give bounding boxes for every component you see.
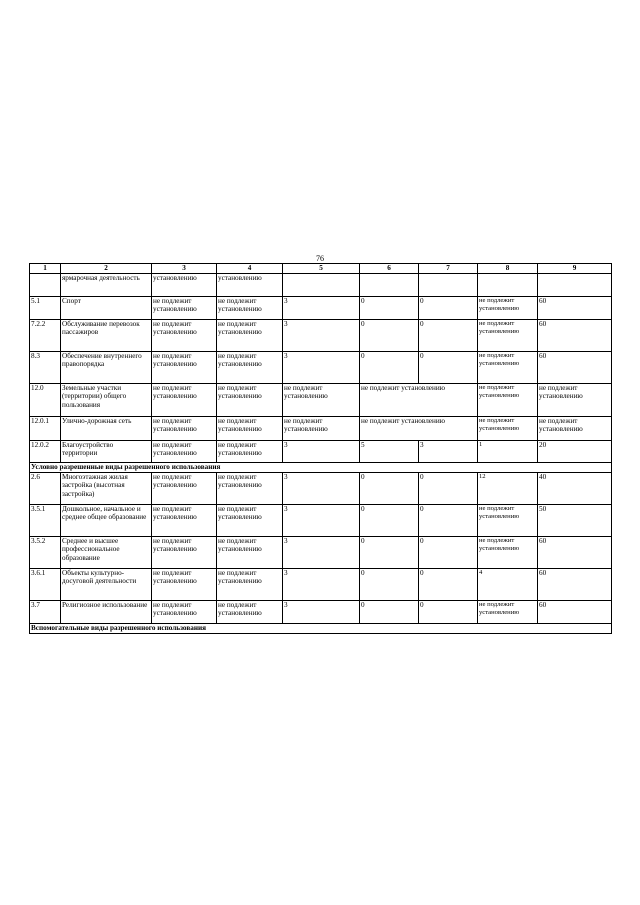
table-cell: 5 [360, 441, 419, 463]
table-cell: установлению [152, 274, 217, 297]
table-cell: 4 [478, 569, 538, 601]
table-cell [538, 274, 612, 297]
table-cell: 3 [283, 297, 360, 320]
table-cell: не подлежит установлению [217, 473, 283, 505]
header-cell: 3 [152, 264, 217, 274]
header-cell: 7 [419, 264, 478, 274]
table-cell: 12 [478, 473, 538, 505]
table-cell: Обеспечение внутреннего правопорядка [61, 352, 152, 384]
table-cell: не подлежит установлению [152, 537, 217, 569]
table-cell: 0 [360, 352, 419, 384]
table-body [30, 264, 612, 634]
table-cell: 3 [283, 320, 360, 352]
table-cell: не подлежит установлению [478, 417, 538, 441]
table-cell: не подлежит установлению [478, 384, 538, 417]
header-cell: 9 [538, 264, 612, 274]
table-cell: не подлежит установлению [152, 297, 217, 320]
table-cell: не подлежит установлению [478, 320, 538, 352]
table-cell: не подлежит установлению [152, 417, 217, 441]
table-cell: не подлежит установлению [217, 417, 283, 441]
table-cell: Обслуживание перевозок пассажиров [61, 320, 152, 352]
table-cell: не подлежит установлению [217, 569, 283, 601]
table-cell: 0 [419, 320, 478, 352]
table-cell: не подлежит установлению [217, 352, 283, 384]
table-cell: 40 [538, 473, 612, 505]
table-cell: 0 [419, 505, 478, 537]
table-cell: Улично-дорожная сеть [61, 417, 152, 441]
table-cell: не подлежит установлению [217, 601, 283, 624]
header-cell: 4 [217, 264, 283, 274]
table-cell: 3.5.2 [30, 537, 61, 569]
table-cell: 3 [283, 473, 360, 505]
table-cell: 50 [538, 505, 612, 537]
header-cell: 1 [30, 264, 61, 274]
header-cell: 8 [478, 264, 538, 274]
header-cell: 6 [360, 264, 419, 274]
table-cell: не подлежит установлению [152, 505, 217, 537]
table-cell: не подлежит установлению [283, 384, 360, 417]
table-cell: 12.0 [30, 384, 61, 417]
table-row [30, 417, 612, 441]
table-cell [30, 274, 61, 297]
table-cell: не подлежит установлению [538, 417, 612, 441]
table-cell: 0 [360, 297, 419, 320]
table-row [30, 384, 612, 417]
table-cell: Среднее и высшее профессиональное образование [61, 537, 152, 569]
table-cell: не подлежит установлению [152, 601, 217, 624]
table-cell: 0 [419, 473, 478, 505]
table-cell: 3 [283, 537, 360, 569]
table-cell: 3 [283, 505, 360, 537]
table-cell: не подлежит установлению [217, 537, 283, 569]
table-cell: Дошкольное, начальное и среднее общее образование [61, 505, 152, 537]
page-number: 76 [316, 254, 324, 263]
table-cell: не подлежит установлению [217, 505, 283, 537]
table-cell: 12.0.1 [30, 417, 61, 441]
table-cell: не подлежит установлению [152, 473, 217, 505]
table-cell: не подлежит установлению [478, 537, 538, 569]
table-cell: 60 [538, 537, 612, 569]
table-cell: 1 [478, 441, 538, 463]
table-cell: 3.5.1 [30, 505, 61, 537]
header-row [30, 264, 612, 274]
table-cell: 0 [360, 569, 419, 601]
table-cell: 20 [538, 441, 612, 463]
table-row [30, 320, 612, 352]
table-cell: 0 [419, 537, 478, 569]
table-cell: 60 [538, 601, 612, 624]
table-cell: установлению [217, 274, 283, 297]
table-cell: 0 [360, 320, 419, 352]
table-cell: не подлежит установлению [152, 441, 217, 463]
table-cell: 8.3 [30, 352, 61, 384]
table-cell: не подлежит установлению [478, 505, 538, 537]
table-cell: 0 [419, 352, 478, 384]
table-cell: 3 [283, 601, 360, 624]
table-row [30, 274, 612, 297]
table-cell: не подлежит установлению [152, 384, 217, 417]
table-row [30, 505, 612, 537]
section-row [30, 463, 612, 473]
table-cell: не подлежит установлению [152, 320, 217, 352]
table-cell: 3.7 [30, 601, 61, 624]
table-cell: Вспомогательные виды разрешенного использования [30, 624, 612, 634]
table-cell: не подлежит установлению [152, 352, 217, 384]
table-cell: 5.1 [30, 297, 61, 320]
table-cell: 3 [283, 352, 360, 384]
table-cell: не подлежит установлению [217, 441, 283, 463]
table-row [30, 352, 612, 384]
table-cell: 0 [419, 569, 478, 601]
table-cell: не подлежит установлению [478, 352, 538, 384]
table-cell: не подлежит установлению [217, 297, 283, 320]
table-cell: 7.2.2 [30, 320, 61, 352]
table-cell [360, 274, 419, 297]
table-cell: не подлежит установлению [152, 569, 217, 601]
table-cell: Объекты культурно-досуговой деятельности [61, 569, 152, 601]
table-cell: 60 [538, 320, 612, 352]
table-cell: не подлежит установлению [283, 417, 360, 441]
table-cell: 60 [538, 569, 612, 601]
table-cell [283, 274, 360, 297]
table-cell: 0 [419, 297, 478, 320]
table-cell: не подлежит установлению [478, 601, 538, 624]
table-row [30, 297, 612, 320]
table-cell: 12.0.2 [30, 441, 61, 463]
table-cell: 2.6 [30, 473, 61, 505]
table-cell: 0 [360, 537, 419, 569]
table-cell: не подлежит установлению [478, 297, 538, 320]
table-cell: Многоэтажная жилая застройка (высотная застройка) [61, 473, 152, 505]
table-row [30, 569, 612, 601]
table-row [30, 601, 612, 624]
table-cell: Земельные участки (территории) общего пользования [61, 384, 152, 417]
table-cell: 60 [538, 352, 612, 384]
table-cell [478, 274, 538, 297]
table-cell: 0 [360, 505, 419, 537]
table-cell: не подлежит установлению [360, 417, 478, 441]
table-cell: 0 [360, 601, 419, 624]
table-cell: Религиозное использование [61, 601, 152, 624]
table-cell: не подлежит установлению [538, 384, 612, 417]
table-row [30, 473, 612, 505]
land-use-table [29, 263, 612, 634]
table-cell: 60 [538, 297, 612, 320]
header-cell: 5 [283, 264, 360, 274]
table-cell: Благоустройство территории [61, 441, 152, 463]
table-row [30, 441, 612, 463]
table-cell: 3 [283, 441, 360, 463]
header-cell: 2 [61, 264, 152, 274]
table-cell [419, 274, 478, 297]
table-cell: 3 [283, 569, 360, 601]
table-cell: ярмарочная деятельность [61, 274, 152, 297]
table-cell: 0 [419, 601, 478, 624]
table-cell: не подлежит установлению [217, 384, 283, 417]
table-cell: 0 [360, 473, 419, 505]
table-row [30, 537, 612, 569]
table-cell: не подлежит установлению [217, 320, 283, 352]
table-cell: Спорт [61, 297, 152, 320]
table-cell: Условно разрешенные виды разрешенного использования [30, 463, 612, 473]
table-cell: 3 [419, 441, 478, 463]
table-cell: 3.6.1 [30, 569, 61, 601]
table-cell: не подлежит установлению [360, 384, 478, 417]
section-row [30, 624, 612, 634]
